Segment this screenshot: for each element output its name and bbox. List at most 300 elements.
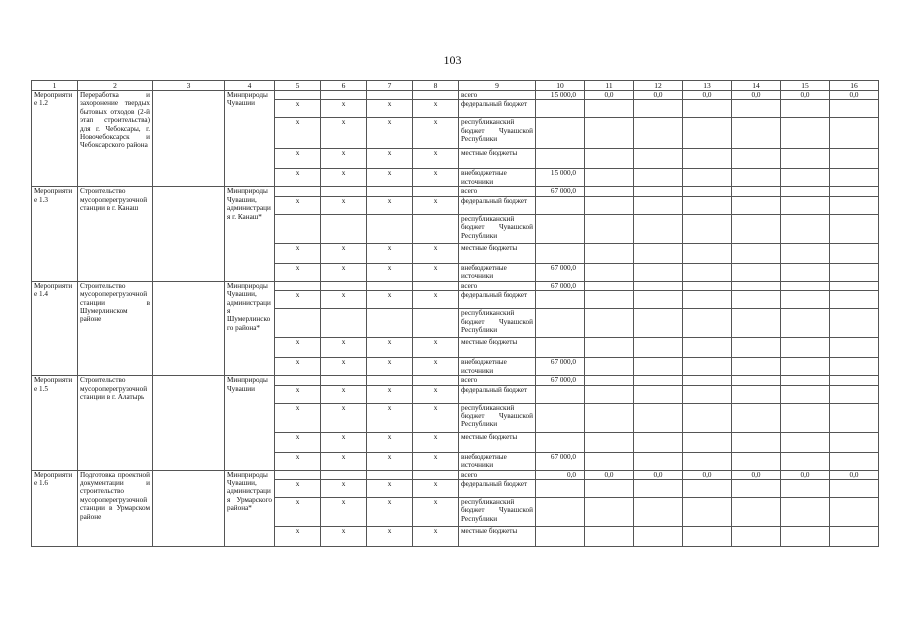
value-cell [585,100,634,118]
value-cell [634,149,683,169]
x-mark-cell: х [413,243,459,263]
x-mark-cell: х [367,480,413,498]
x-mark-cell: х [413,385,459,403]
source-cell: федеральный бюджет [459,480,536,498]
value-cell: 0,0 [683,470,732,479]
empty-cell [367,214,413,243]
empty-cell [413,214,459,243]
value-cell [585,214,634,243]
value-cell [585,358,634,376]
empty-cell [321,187,367,196]
x-mark-cell: х [275,498,321,527]
header-cell: 3 [153,81,225,91]
value-cell [830,309,879,338]
value-cell [781,376,830,385]
empty-cell [153,187,225,281]
value-cell [683,385,732,403]
value-cell: 67 000,0 [536,281,585,290]
value-cell [781,187,830,196]
value-cell [683,358,732,376]
x-mark-cell: х [367,403,413,432]
x-mark-cell: х [367,169,413,187]
value-cell [585,309,634,338]
value-cell [830,432,879,452]
value-cell [634,118,683,149]
value-cell [536,432,585,452]
x-mark-cell: х [367,385,413,403]
value-cell [585,169,634,187]
value-cell [634,498,683,527]
header-cell: 2 [78,81,153,91]
source-cell: внебюджетные источники [459,452,536,470]
value-cell [830,100,879,118]
value-cell [732,187,781,196]
event-cell: Мероприятие 1.6 [32,470,78,546]
executor-cell: Минприроды Чувашии, администрация Шумерлинского района* [225,281,275,375]
value-cell: 0,0 [585,91,634,100]
x-mark-cell: х [275,169,321,187]
value-cell [830,263,879,281]
x-mark-cell: х [321,118,367,149]
value-cell [536,385,585,403]
value-cell: 0,0 [781,91,830,100]
value-cell: 0,0 [683,91,732,100]
header-cell: 7 [367,81,413,91]
x-mark-cell: х [275,338,321,358]
value-cell [634,403,683,432]
value-cell [781,214,830,243]
header-cell: 11 [585,81,634,91]
empty-cell [413,187,459,196]
source-cell: федеральный бюджет [459,196,536,214]
value-cell [830,149,879,169]
source-cell: республиканский бюджет Чувашской Республики [459,309,536,338]
value-cell [830,118,879,149]
value-cell [585,432,634,452]
value-cell [536,338,585,358]
value-cell [634,452,683,470]
value-cell [781,100,830,118]
value-cell [781,196,830,214]
x-mark-cell: х [413,452,459,470]
x-mark-cell: х [413,432,459,452]
source-cell: федеральный бюджет [459,100,536,118]
value-cell [536,291,585,309]
x-mark-cell: х [367,338,413,358]
empty-cell [413,91,459,100]
x-mark-cell: х [413,498,459,527]
value-cell [683,149,732,169]
value-cell [585,187,634,196]
x-mark-cell: х [275,149,321,169]
source-cell: внебюджетные источники [459,263,536,281]
value-cell [536,100,585,118]
value-cell [732,385,781,403]
value-cell [585,480,634,498]
value-cell [781,281,830,290]
value-cell [732,376,781,385]
x-mark-cell: х [367,452,413,470]
source-cell: всего [459,376,536,385]
x-mark-cell: х [275,196,321,214]
event-title-cell: Переработка и захоронение твердых бытовых отходов (2-й этап строительства) для г. Чебоксары, г. Новочебоксарск и Чебоксарского района [78,91,153,187]
value-cell [585,149,634,169]
source-cell: республиканский бюджет Чувашской Республики [459,498,536,527]
x-mark-cell: х [367,498,413,527]
x-mark-cell: х [413,196,459,214]
value-cell [683,243,732,263]
x-mark-cell: х [367,100,413,118]
value-cell [830,281,879,290]
value-cell [781,149,830,169]
value-cell [634,527,683,547]
empty-cell [321,309,367,338]
empty-cell [275,214,321,243]
value-cell [683,291,732,309]
value-cell [536,498,585,527]
header-cell: 1 [32,81,78,91]
empty-cell [413,309,459,338]
table-row [32,376,879,385]
value-cell [830,187,879,196]
value-cell [536,480,585,498]
value-cell [830,480,879,498]
source-cell: внебюджетные источники [459,358,536,376]
empty-cell [413,470,459,479]
value-cell: 0,0 [732,470,781,479]
source-cell: внебюджетные источники [459,169,536,187]
value-cell: 0,0 [536,470,585,479]
value-cell [830,452,879,470]
x-mark-cell: х [413,358,459,376]
value-cell: 67 000,0 [536,263,585,281]
header-cell: 12 [634,81,683,91]
value-cell [634,480,683,498]
value-cell [634,358,683,376]
empty-cell [367,281,413,290]
empty-cell [413,281,459,290]
executor-cell: Минприроды Чувашии [225,91,275,187]
value-cell [585,243,634,263]
source-cell: федеральный бюджет [459,385,536,403]
value-cell [781,385,830,403]
x-mark-cell: х [275,358,321,376]
source-cell: местные бюджеты [459,338,536,358]
value-cell [732,263,781,281]
value-cell [781,338,830,358]
header-cell: 4 [225,81,275,91]
x-mark-cell: х [275,403,321,432]
value-cell [683,100,732,118]
value-cell: 0,0 [830,470,879,479]
value-cell [732,358,781,376]
page-number: 103 [443,53,462,67]
value-cell [585,291,634,309]
value-cell [683,498,732,527]
value-cell [634,214,683,243]
value-cell [732,149,781,169]
x-mark-cell: х [275,527,321,547]
empty-cell [275,376,321,385]
empty-cell [275,91,321,100]
value-cell [732,214,781,243]
value-cell [781,452,830,470]
value-cell [585,527,634,547]
value-cell [585,118,634,149]
value-cell [732,196,781,214]
value-cell [683,432,732,452]
empty-cell [367,376,413,385]
value-cell [781,432,830,452]
x-mark-cell: х [367,243,413,263]
empty-cell [321,376,367,385]
value-cell [536,527,585,547]
event-title-cell: Строительство мусороперегрузочной станции в г. Алатырь [78,376,153,470]
value-cell [634,281,683,290]
executor-cell: Минприроды Чувашии, администрация г. Канаш* [225,187,275,281]
empty-cell [367,309,413,338]
value-cell [683,281,732,290]
value-cell [683,196,732,214]
source-cell: местные бюджеты [459,149,536,169]
value-cell [634,263,683,281]
value-cell [683,214,732,243]
empty-cell [321,91,367,100]
value-cell [683,169,732,187]
empty-cell [275,309,321,338]
value-cell [683,527,732,547]
x-mark-cell: х [367,196,413,214]
executor-cell: Минприроды Чувашии, администрация Урмарского района* [225,470,275,546]
empty-cell [321,214,367,243]
value-cell [781,498,830,527]
value-cell [585,196,634,214]
x-mark-cell: х [321,498,367,527]
empty-cell [367,187,413,196]
value-cell: 0,0 [634,470,683,479]
x-mark-cell: х [367,527,413,547]
empty-cell [321,470,367,479]
event-title-cell: Строительство мусороперегрузочной станции в Шумерлинском районе [78,281,153,375]
value-cell [781,403,830,432]
table-row [32,91,879,100]
x-mark-cell: х [413,169,459,187]
value-cell [634,376,683,385]
value-cell [683,403,732,432]
empty-cell [321,281,367,290]
x-mark-cell: х [367,432,413,452]
empty-cell [153,91,225,187]
source-cell: местные бюджеты [459,432,536,452]
empty-cell [367,91,413,100]
header-cell: 15 [781,81,830,91]
header-cell: 9 [459,81,536,91]
value-cell: 0,0 [830,91,879,100]
source-cell: федеральный бюджет [459,291,536,309]
x-mark-cell: х [275,432,321,452]
empty-cell [275,281,321,290]
header-cell: 6 [321,81,367,91]
value-cell: 0,0 [585,470,634,479]
x-mark-cell: х [367,263,413,281]
empty-cell [153,281,225,375]
value-cell [585,498,634,527]
x-mark-cell: х [321,480,367,498]
event-cell: Мероприятие 1.4 [32,281,78,375]
source-cell: всего [459,91,536,100]
value-cell [732,338,781,358]
value-cell [732,243,781,263]
x-mark-cell: х [321,432,367,452]
value-cell [781,527,830,547]
x-mark-cell: х [321,196,367,214]
value-cell [732,403,781,432]
empty-cell [367,470,413,479]
x-mark-cell: х [321,169,367,187]
value-cell [634,338,683,358]
event-title-cell: Подготовка проектной документации и строительство мусороперегрузочной станции в Урмарском районе [78,470,153,546]
source-cell: местные бюджеты [459,243,536,263]
value-cell [781,118,830,149]
value-cell [634,291,683,309]
source-cell: всего [459,470,536,479]
value-cell [683,309,732,338]
value-cell [830,243,879,263]
value-cell [634,169,683,187]
x-mark-cell: х [413,291,459,309]
x-mark-cell: х [367,118,413,149]
value-cell [634,187,683,196]
value-cell [781,358,830,376]
value-cell [781,291,830,309]
value-cell [732,281,781,290]
value-cell: 0,0 [732,91,781,100]
value-cell [732,480,781,498]
header-cell: 16 [830,81,879,91]
value-cell [536,243,585,263]
x-mark-cell: х [413,149,459,169]
empty-cell [275,187,321,196]
x-mark-cell: х [413,338,459,358]
x-mark-cell: х [321,291,367,309]
x-mark-cell: х [413,527,459,547]
header-cell: 13 [683,81,732,91]
value-cell [634,100,683,118]
value-cell [585,403,634,432]
x-mark-cell: х [413,480,459,498]
empty-cell [275,470,321,479]
value-cell: 67 000,0 [536,452,585,470]
value-cell [732,452,781,470]
header-cell: 10 [536,81,585,91]
value-cell: 0,0 [781,470,830,479]
table-row [32,187,879,196]
value-cell [830,214,879,243]
value-cell [683,452,732,470]
value-cell [732,498,781,527]
value-cell [585,263,634,281]
x-mark-cell: х [275,291,321,309]
x-mark-cell: х [413,118,459,149]
value-cell [732,527,781,547]
value-cell [830,338,879,358]
x-mark-cell: х [367,358,413,376]
value-cell [732,432,781,452]
source-cell: республиканский бюджет Чувашской Республики [459,403,536,432]
value-cell [585,338,634,358]
value-cell [732,309,781,338]
x-mark-cell: х [321,452,367,470]
event-title-cell: Строительство мусороперегрузочной станции в г. Канаш [78,187,153,281]
value-cell [781,480,830,498]
value-cell [683,376,732,385]
x-mark-cell: х [413,100,459,118]
value-cell [830,527,879,547]
value-cell: 0,0 [634,91,683,100]
x-mark-cell: х [321,385,367,403]
value-cell [732,118,781,149]
value-cell: 67 000,0 [536,358,585,376]
value-cell: 15 000,0 [536,169,585,187]
value-cell [830,403,879,432]
value-cell [781,263,830,281]
source-cell: местные бюджеты [459,527,536,547]
x-mark-cell: х [321,338,367,358]
table-row [32,281,879,290]
value-cell [634,196,683,214]
empty-cell [413,376,459,385]
x-mark-cell: х [321,527,367,547]
value-cell [683,263,732,281]
value-cell [683,338,732,358]
x-mark-cell: х [321,263,367,281]
value-cell [536,214,585,243]
value-cell [781,309,830,338]
value-cell [634,432,683,452]
value-cell [683,480,732,498]
value-cell [585,385,634,403]
value-cell [585,376,634,385]
source-cell: республиканский бюджет Чувашской Республики [459,214,536,243]
budget-table [31,80,878,547]
x-mark-cell: х [413,263,459,281]
x-mark-cell: х [367,291,413,309]
empty-cell [153,470,225,546]
event-cell: Мероприятие 1.5 [32,376,78,470]
x-mark-cell: х [321,149,367,169]
value-cell [634,309,683,338]
header-cell: 14 [732,81,781,91]
value-cell: 15 000,0 [536,91,585,100]
value-cell [536,403,585,432]
x-mark-cell: х [275,480,321,498]
value-cell [536,149,585,169]
x-mark-cell: х [321,403,367,432]
value-cell [830,169,879,187]
source-cell: всего [459,187,536,196]
header-cell: 8 [413,81,459,91]
value-cell [830,498,879,527]
value-cell [683,118,732,149]
x-mark-cell: х [321,358,367,376]
value-cell [830,291,879,309]
value-cell: 67 000,0 [536,187,585,196]
empty-cell [153,376,225,470]
value-cell [732,100,781,118]
x-mark-cell: х [275,100,321,118]
value-cell [830,385,879,403]
x-mark-cell: х [275,452,321,470]
